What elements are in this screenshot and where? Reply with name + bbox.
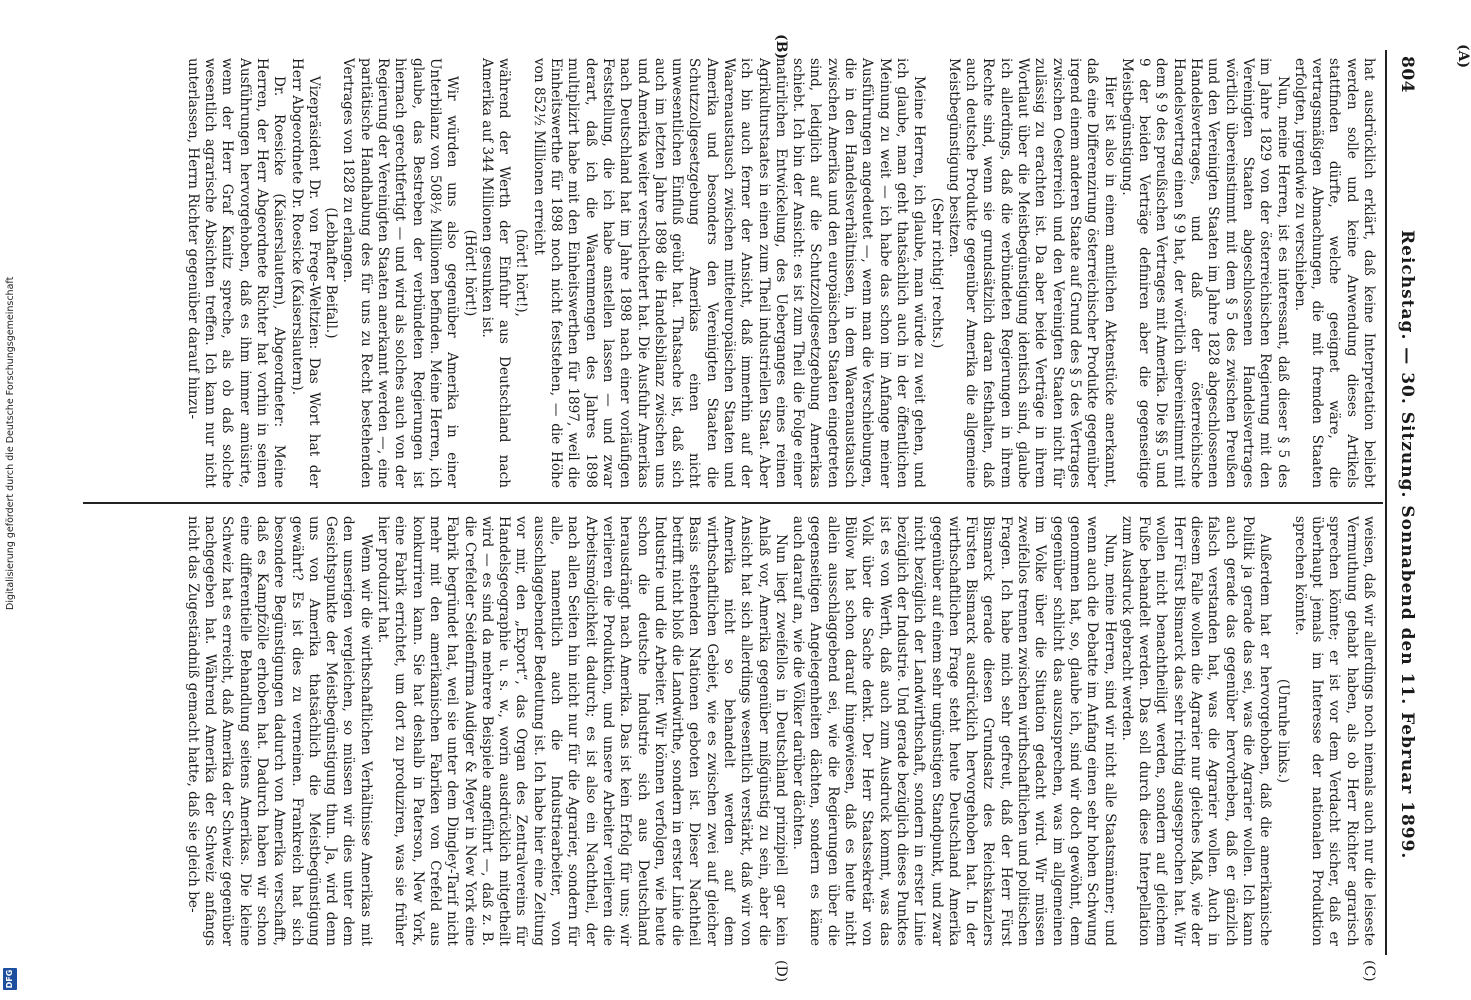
column-divider xyxy=(83,502,1383,504)
paragraph: Wenn wir die wirthschaftlichen Verhältnisse Amerikas mit den unserigen vergleichen, so müssen wir dies unter dem Gesichtspunkte der Meistbegünstigung thun. Ja, wird denn uns von Amerika thatsächlich die Meistbegünstigung gewährt? Es ist dies zu verneinen. Frankreich hat sich besondere Begünstigungen dadurch von Amerika verschafft, daß es Kampfzölle erhoben hat. Dadurch haben wir schon eine differentielle Behandlung seitens Amerikas. Die kleine Schweiz hat es erreicht, daß Amerika der Schweiz gegenüber nachgegeben hat. Während Amerika der Schweiz anfangs nicht das Zugeständniß gemacht hatte, daß sie gleich be- xyxy=(184,516,374,946)
header-rule xyxy=(1385,50,1387,955)
dfg-logo: DFG xyxy=(3,968,17,990)
interjection: (Sehr richtig! rechts.) xyxy=(928,197,945,349)
interjection: (Hört! hört!) xyxy=(461,229,478,317)
page-header xyxy=(1387,50,1421,955)
interjection: (Unruhe links.) xyxy=(1274,678,1291,784)
right-column xyxy=(77,516,1377,946)
speaker-paragraph: Dr. Roesicke (Kaiserslautern), Abgeordneter: Meine Herren, der Herr Abgeordnete Richter hat vorhin in seinen Ausführungen hervorgehoben, daß es ihm immer amüsirte, wenn der Herr Graf Kanitz spreche, als ob daß solche wesentlich agrarische Absichten treffen. Ich kann nur nicht unterlassen, Herrn Richter gegenüber darauf hinzu- xyxy=(184,58,288,488)
document-page xyxy=(67,34,1471,983)
margin-marker-a: (A) xyxy=(1455,44,1471,69)
paragraph: Meine Herren, ich glaube, man würde zu weit gehen, und ich glaube, man geht thatsächlich auch in der öffentlichen Meinung zu weit — ich habe das schon im Anfange meiner Ausführungen angedeutet —, wenn man die Verschiebungen, die in den Handelsverhältnissen, in dem Waarenaustausch zwischen Amerika und den europäischen Staaten eingetreten sind, lediglich auf die Schutzzollgesetzgebung Amerikas schiebt. Ich bin der Ansicht: es ist zum Theil die Folge einer natürlichen Entwickelung, des Ueberganges eines reinen Agrikulturstaates in einen zum Theil industriellen Staat. Aber ich bin auch ferner der Ansicht, daß immerhin auf der Waarenaustausch zwischen mitteleuropäischen Staaten und Amerika und besonders den Vereinigten Staaten die Schutzzollgesetzgebung Amerikas einen nicht unwesentlichen Einfluß geübt hat. Thatsache ist, daß sich auch im letzten Jahre 1898 die Handelsbilanz zwischen uns und Amerika weiter verschlechtert hat. Die Ausfuhr Amerikas nach Deutschland hat im Jahre 1898 nach einer vorläufigen Feststellung, die ich habe anstellen lassen — und zwar derart, daß ich die Waarenmengen des Jahres 1898 multiplizirt habe mit den Einheitswerthen für 1897, weil die Einheitswerthe für 1898 noch nicht feststehen, — die Höhe von 852½ Millionen erreicht xyxy=(530,58,928,488)
paragraph: hat ausdrücklich erklärt, daß keine Interpretation beliebt werden solle und keine Anwendung dieses Artikels stattfinden dürfte, welche geeignet wäre, die vertragsmäßigen Abmachungen, die mit fremden Staaten erfolgten, irgendwie zu verschieben. xyxy=(1291,58,1377,488)
interjection: (hört! hört!), xyxy=(513,229,530,317)
speaker-paragraph: Vizepräsident Dr. von Frege-Weltzien: Das Wort hat der Herr Abgeordnete Dr. Roesicke (Kaiserslautern). xyxy=(288,58,322,488)
credit-text: Digitalisierung gefördert durch die Deutsche Forschungsgemeinschaft xyxy=(5,276,16,610)
margin-marker-b: (B) xyxy=(773,34,789,60)
interjection: (Lebhafter Beifall.) xyxy=(323,207,340,339)
paragraph: Außerdem hat er hervorgehoben, daß die amerikanische Politik ja gerade das sei, was die Agrarier wollen. Ich kann auch gerade das gegenüber hervorheben, daß er gänzlich falsch verstanden hat, was die Agrarier wollen. Auch in diesem Falle wollen die Agrarier nur gleiches Maß, wie der Herr Fürst Bismarck das sehr richtig ausgesprochen hat. Wir wollen nicht benachtheiligt werden, sondern auf gleichem Fuße behandelt werden. Das soll durch diese Interpellation zum Ausdruck gebracht werden. xyxy=(1118,516,1274,946)
paragraph: weisen, daß wir allerdings noch niemals auch nur die leiseste Vermuthung gehabt haben, als ob Herr Richter agrarisch sprechen könnte; er ist vor dem Verdacht sicher, daß er überhaupt jemals im Interesse der nationalen Produktion sprechen könnte. xyxy=(1291,516,1377,946)
left-column xyxy=(77,58,1377,488)
paragraph: Hier ist also in einem amtlichen Aktenstücke anerkannt, daß eine Differenzirung österreichischer Produkte gegenüber irgend einem anderen Staate auf Grund des § 5 des Vertrages zwischen Oesterreich und den Vereinigten Staaten nicht für zulässig zu erachten ist. Da aber beide Verträge in ihrem Wortlaut über die Meistbegünstigung identisch sind, glaube ich allerdings, daß die verbündeten Regierungen in ihrem Rechte sind, wenn sie grundsätzlich daran festhalten, daß auch deutsche Produkte gegenüber Amerika die allgemeine Meistbegünstigung besitzen. xyxy=(945,58,1118,488)
margin-marker-c: (C) xyxy=(1361,960,1377,982)
paragraph: Nun, meine Herren, sind wir nicht alle Staatsmänner; und wenn auch die Debatte im Anfang einen sehr hohen Schwung genommen hat, so, glaube ich, sind wir doch gewöhnt, dem gegenüber schlicht das auszusprechen, was im allgemeinen im Volke über die Situation gedacht wird. Wir müssen zweifellos trennen zwischen wirthschaftlichen und politischen Fragen. Ich habe mich sehr gefreut, daß der Herr Fürst Bismarck gerade diesen Grundsatz des Reichskanzlers Fürsten Bismarck ausdrücklich hervorgehoben hat. In der wirthschaftlichen Frage steht heute Deutschland Amerika gegenüber auf einem sehr ungünstigen Standpunkt, und zwar nicht bezüglich der Landwirthschaft, sondern in erster Linie bezüglich der Industrie. Und gerade bezüglich dieses Punktes ist es von Werth, daß auch zum Ausdruck kommt, was das Volk über die Sache denkt. Der Herr Staatssekretär von Bülow hat schon darauf hingewiesen, daß es heute nicht allein ausschlaggebend sei, wie die Regierungen über die gegenseitigen Angelegenheiten dächten, sondern es käme auch darauf an, wie die Völker darüber dächten. xyxy=(790,516,1118,946)
paragraph: während der Werth der Einfuhr aus Deutschland nach Amerika auf 344 Millionen gesunken ist. xyxy=(478,58,513,488)
digitization-credit xyxy=(2,0,20,1000)
page-title: Reichstag. — 30. Sitzung. Sonnabend den 11. Februar 1899. xyxy=(1397,230,1417,860)
margin-marker-d: (D) xyxy=(773,960,789,983)
paragraph: Nun liegt zweifellos in Deutschland prinzipiell gar kein Anlaß vor, Amerika gegenüber mißgünstig zu sein, aber die Ansicht hat sich allerdings wesentlich verstärkt, daß wir von Amerika nicht so behandelt werden auf dem wirthschaftlichen Gebiet, wie es zwischen zwei auf gleicher Basis stehenden Nationen geboten ist. Dieser Nachtheil betrifft nicht bloß die Landwirthe, sondern in erster Linie die Industrie und die Arbeiter. Wir können verfolgen, wie heute schon die deutsche Industrie sich aus Deutschland herausdrängt nach Amerika. Das ist kein Erfolg für uns; wir verlieren die Produktion, und unsere Arbeiter verlieren die Arbeitsmöglichkeit dadurch; es ist also ein Nachtheil, der nach allen Seiten hin nicht nur für die Agrarier, sondern für alle, namentlich auch die Industriearbeiter, von ausschlaggebender Bedeutung ist. Ich habe hier eine Zeitung vor mir, den „Export“, das Organ des Zentralvereins für Handelsgeographie u. s. w., worin ausdrücklich mitgetheilt wird — es sind da mehrere Beispiele angeführt —, daß z. B. die Crefelder Seidenfirma Audiger & Meyer in New York eine Fabrik begründet hat, weil sie unter dem Dingley-Tarif nicht mehr mit den amerikanischen Fabriken von Crefeld aus konkurriren kann. Sie hat deshalb in Paterson, New York, eine Fabrik errichtet, um dort zu produziren, was sie früher hier produzirt hat. xyxy=(375,516,789,946)
paragraph: Nun, meine Herren, ist es interessant, daß dieser § 5 des im Jahre 1829 von der österreichischen Regierung mit den Vereinigten Staaten abgeschlossenen Handelsvertrages wörtlich übereinstimmt mit dem § 5 des zwischen Preußen und den Vereinigten Staaten im Jahre 1828 abgeschlossenen Handelsvertrages, und daß der österreichische Handelsvertrag einen § 9 hat, der wörtlich übereinstimmt mit dem § 9 des preußischen Vertrages mit Amerika. Die §§ 5 und 9 der beiden Verträge definiren aber die gegenseitige Meistbegünstigung. xyxy=(1118,58,1291,488)
rotated-page-content xyxy=(67,34,1471,983)
paragraph: Wir würden uns also gegenüber Amerika in einer Unterbilanz von 508½ Millionen befinden. Meine Herren, ich glaube, das Bestreben der verbündeten Regierungen ist hiernach gerechtfertigt — und wird als solches auch von der Regierung der Vereinigten Staaten anerkannt werden —, eine paritätische Handhabung des für uns zu Recht bestehenden Vertrages von 1828 zu erlangen. xyxy=(340,58,461,488)
page-number: 804 xyxy=(1397,56,1417,93)
